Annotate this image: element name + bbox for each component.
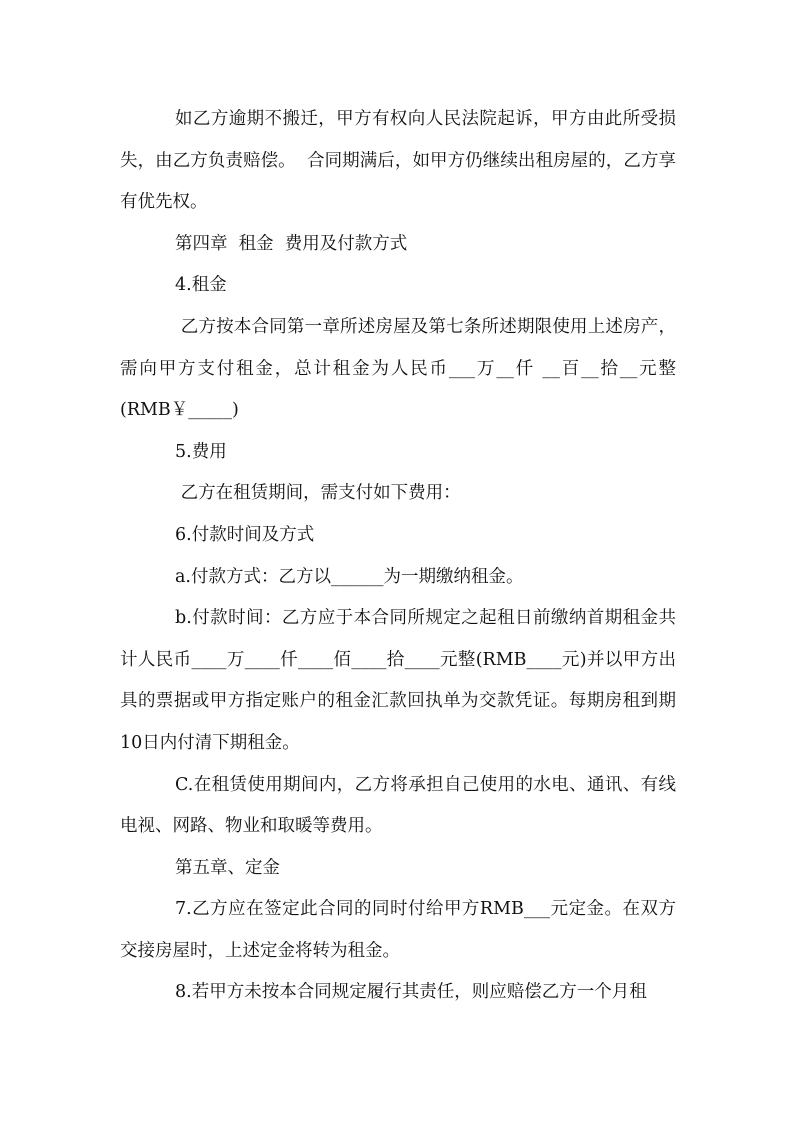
- section-5-fees-heading: 5.费用: [175, 441, 227, 462]
- paragraph-payment-time: b.付款时间：乙方应于本合同所规定之起租日前缴纳首期租金共计人民币____万____仟____佰____拾____元整(RMB____元)并以甲方出具的票据或甲方指定账户的租金汇款回执单为交款凭证。每期房租到期10日内付清下期租金。: [120, 608, 676, 753]
- paragraph-payment-method: a.付款方式：乙方以______为一期缴纳租金。: [175, 566, 524, 587]
- paragraph-rent-total: 乙方按本合同第一章所述房屋及第七条所述期限使用上述房产，需向甲方支付租金，总计租金为人民币___万__仟 __百__拾__元整(RMB￥_____): [120, 316, 676, 421]
- paragraph-breach: 8.若甲方未按本合同规定履行其责任，则应赔偿乙方一个月租: [175, 982, 647, 1003]
- paragraph-deposit: 7.乙方应在签定此合同的同时付给甲方RMB___元定金。在双方交接房屋时，上述定金将转为租金。: [120, 899, 676, 961]
- chapter-4-heading: 第四章 租金 费用及付款方式: [175, 233, 408, 254]
- section-6-payment-heading: 6.付款时间及方式: [175, 524, 315, 545]
- document-body: [120, 99, 676, 1014]
- paragraph-utilities: C.在租赁使用期间内，乙方将承担自己使用的水电、通讯、有线电视、网路、物业和取暖等费用。: [120, 774, 676, 837]
- paragraph-eviction-clause: 如乙方逾期不搬迁，甲方有权向人民法院起诉，甲方由此所受损失，由乙方负责赔偿。 合同期满后，如甲方仍继续出租房屋的，乙方享有优先权。: [120, 109, 676, 213]
- paragraph-fees: 乙方在租赁期间，需支付如下费用：: [175, 483, 461, 504]
- chapter-5-heading: 第五章、定金: [175, 857, 280, 878]
- section-4-rent-heading: 4.租金: [175, 275, 227, 296]
